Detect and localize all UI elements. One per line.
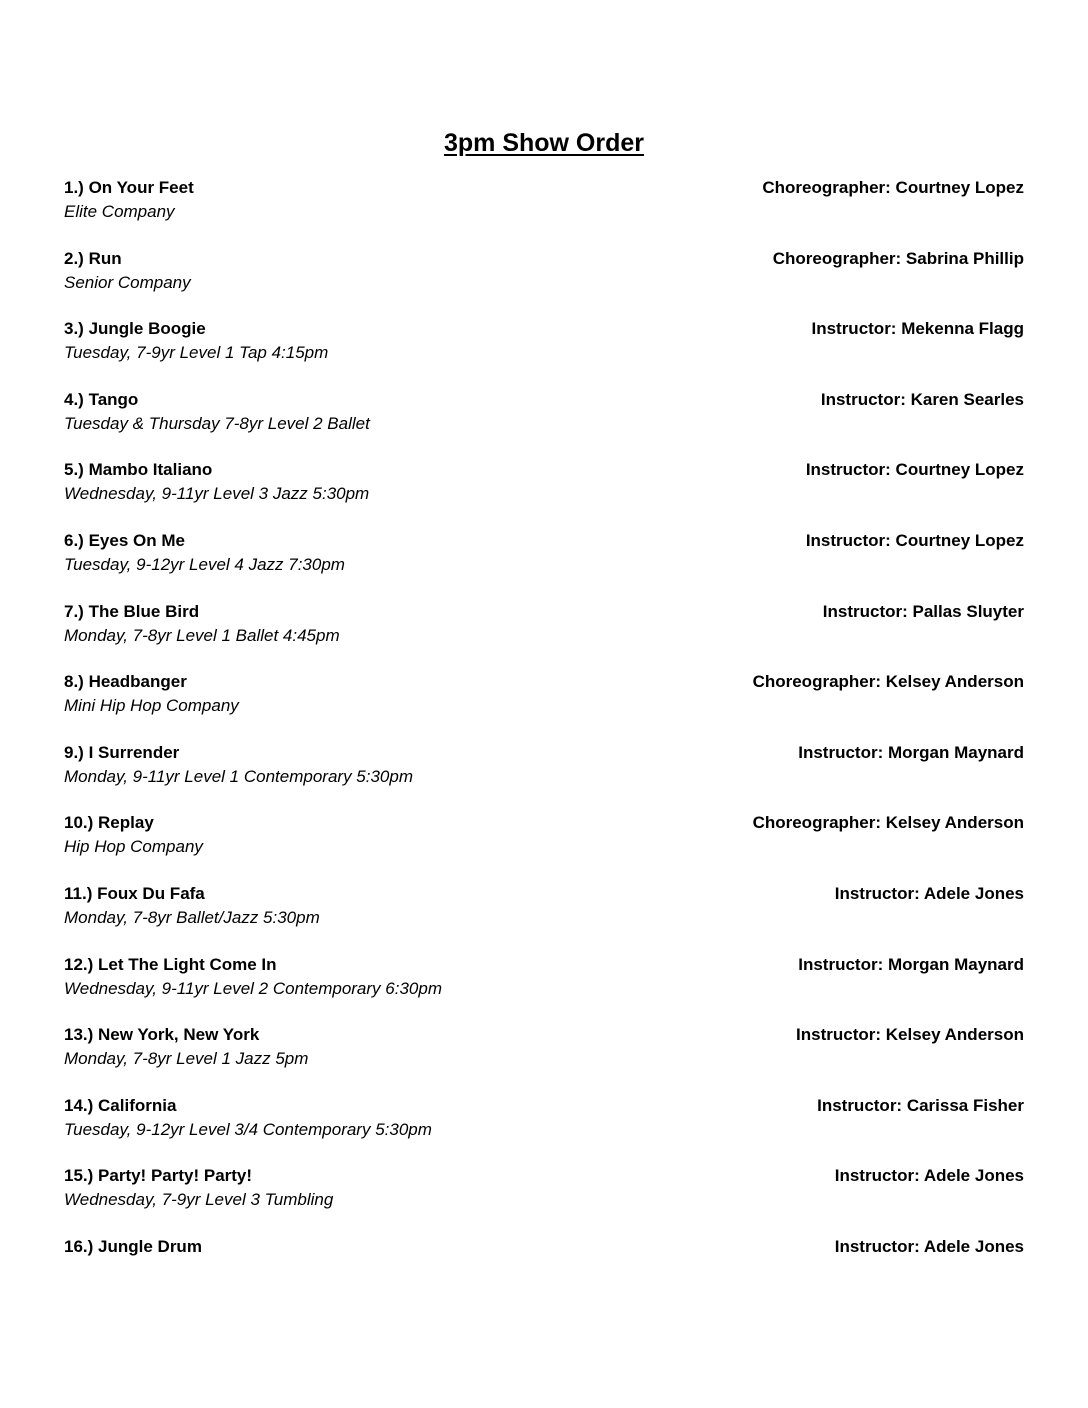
dance-number: 5.) [64,460,84,480]
show-entry-header [64,388,1024,412]
show-entry-header [64,247,1024,271]
dance-number: 8.) [64,672,84,692]
show-entry [64,600,1024,671]
dance-number: 14.) [64,1095,94,1115]
class-description: Tuesday, 9-12yr Level 3/4 Contemporary 5:30pm [64,1119,432,1139]
dance-title [64,670,187,694]
show-entry-header [64,458,1024,482]
dance-credit: Choreographer: Sabrina Phillip [772,248,1024,268]
class-description: Hip Hop Company [64,837,203,857]
dance-name: Party! Party! Party! [98,1166,253,1186]
show-entry [64,741,1024,812]
dance-name: On Your Feet [88,178,194,197]
show-entry [64,317,1024,388]
show-entry-header [64,317,1024,341]
dance-title [64,458,212,482]
dance-credit: Instructor: Courtney Lopez [805,530,1024,550]
dance-number: 2.) [64,248,84,268]
show-entry [64,1023,1024,1094]
dance-credit: Instructor: Morgan Maynard [798,742,1024,762]
class-description: Tuesday, 7-9yr Level 1 Tap 4:15pm [64,343,329,363]
show-entry [64,529,1024,600]
dance-title [64,176,194,200]
dance-credit: Instructor: Karen Searles [820,389,1024,409]
dance-name: New York, New York [98,1025,260,1045]
dance-number: 3.) [64,319,84,339]
show-entry [64,670,1024,741]
show-entry-header [64,1023,1024,1047]
class-description: Tuesday, 9-12yr Level 4 Jazz 7:30pm [64,554,345,574]
dance-number: 9.) [64,742,84,762]
show-entry-header [64,1235,1024,1259]
class-description: Tuesday & Thursday 7-8yr Level 2 Ballet [64,413,370,433]
dance-credit: Instructor: Pallas Sluyter [822,601,1024,621]
class-description: Mini Hip Hop Company [64,696,239,716]
dance-credit: Instructor: Mekenna Flagg [811,319,1024,339]
show-entry-header [64,529,1024,553]
dance-number: 6.) [64,530,84,550]
show-entry-header [64,1164,1024,1188]
show-entry-header [64,176,1024,200]
show-entry-header [64,882,1024,906]
dance-title [64,1164,252,1188]
class-description: Monday, 7-8yr Level 1 Ballet 4:45pm [64,625,340,645]
show-entry [64,1094,1024,1165]
show-entry-header [64,1094,1024,1118]
show-entry-header [64,670,1024,694]
class-description: Monday, 9-11yr Level 1 Contemporary 5:30pm [64,766,413,786]
show-entry [64,953,1024,1024]
dance-title [64,1023,259,1047]
show-entry [64,882,1024,953]
show-entry-header [64,741,1024,765]
dance-number: 10.) [64,813,94,833]
dance-name: Headbanger [88,672,187,692]
show-entry [64,1235,1024,1306]
class-description: Wednesday, 9-11yr Level 2 Contemporary 6:30pm [64,978,442,998]
dance-credit: Choreographer: Kelsey Anderson [752,672,1024,692]
dance-credit: Instructor: Morgan Maynard [798,954,1024,974]
class-description: Monday, 7-8yr Ballet/Jazz 5:30pm [64,907,320,927]
dance-number: 12.) [64,954,94,974]
dance-name: I Surrender [88,742,180,762]
dance-name: Eyes On Me [88,530,185,550]
show-entry [64,388,1024,459]
dance-number: 4.) [64,389,84,409]
dance-number: 13.) [64,1025,94,1045]
dance-title [64,388,138,412]
show-entry [64,1164,1024,1235]
dance-number: 7.) [64,601,84,621]
dance-title [64,317,206,341]
dance-credit: Instructor: Adele Jones [834,883,1024,903]
dance-title [64,1235,202,1259]
dance-credit: Instructor: Kelsey Anderson [796,1025,1024,1045]
dance-credit: Choreographer: Courtney Lopez [762,178,1024,197]
show-entry [64,176,1024,247]
dance-name: California [98,1095,177,1115]
show-entry [64,458,1024,529]
page-title: 3pm Show Order [443,129,645,157]
class-description: Senior Company [64,272,191,292]
dance-number: 1.) [64,178,84,197]
show-entry-header [64,600,1024,624]
class-description: Elite Company [64,202,175,221]
dance-title [64,811,154,835]
dance-title [64,1094,176,1118]
dance-credit: Instructor: Adele Jones [834,1236,1024,1256]
dance-number: 11.) [64,883,93,903]
dance-name: Tango [88,389,139,409]
dance-name: Foux Du Fafa [97,883,205,903]
class-description: Monday, 7-8yr Level 1 Jazz 5pm [64,1049,309,1069]
dance-name: The Blue Bird [88,601,200,621]
dance-name: Let The Light Come In [98,954,277,974]
dance-title [64,741,179,765]
dance-title [64,529,185,553]
dance-title [64,953,277,977]
class-description: Wednesday, 9-11yr Level 3 Jazz 5:30pm [64,484,370,504]
dance-name: Run [88,248,122,268]
dance-number: 16.) [64,1236,94,1256]
dance-number: 15.) [64,1166,94,1186]
dance-credit: Instructor: Adele Jones [834,1166,1024,1186]
show-order-list [64,176,1024,1306]
dance-name: Jungle Drum [98,1236,202,1256]
dance-credit: Instructor: Carissa Fisher [817,1095,1024,1115]
class-description: Wednesday, 7-9yr Level 3 Tumbling [64,1190,334,1210]
dance-credit: Instructor: Courtney Lopez [805,460,1024,480]
show-entry-header [64,811,1024,835]
dance-title [64,247,122,271]
dance-name: Jungle Boogie [88,319,206,339]
dance-title [64,600,199,624]
dance-title [64,882,205,906]
show-entry [64,811,1024,882]
dance-name: Replay [98,813,154,833]
dance-credit: Choreographer: Kelsey Anderson [752,813,1024,833]
show-entry-header [64,953,1024,977]
dance-name: Mambo Italiano [88,460,213,480]
show-entry [64,247,1024,318]
